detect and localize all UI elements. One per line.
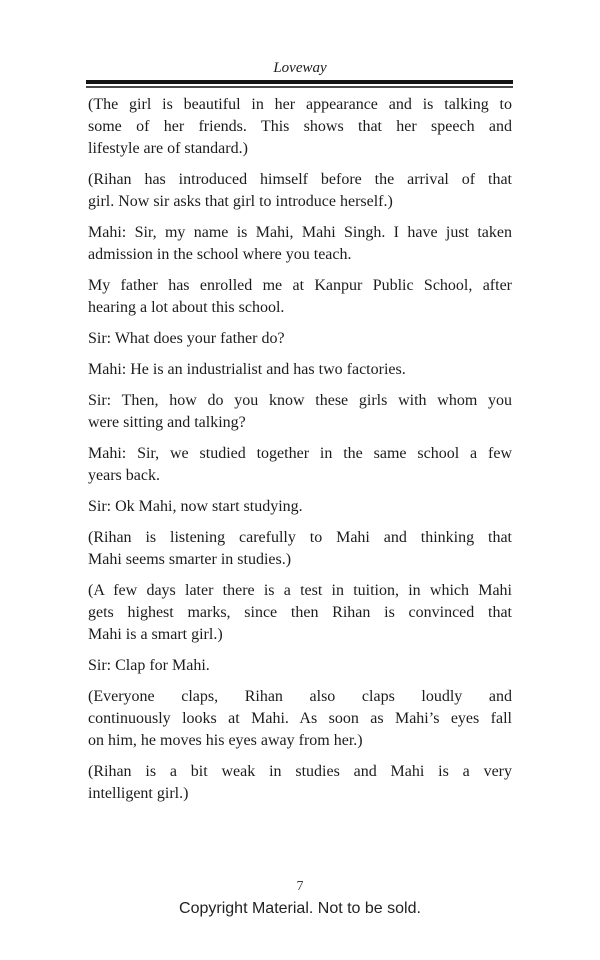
paragraph: [88, 328, 512, 350]
page-body: [88, 94, 512, 814]
paragraph: [88, 580, 512, 646]
text-line: years back.: [88, 467, 160, 484]
text-line: some of her friends. This shows that her speech and: [88, 118, 512, 135]
text-line: girl. Now sir asks that girl to introduce herself.): [88, 193, 393, 210]
paragraph: [88, 496, 512, 518]
paragraph: [88, 443, 512, 487]
text-line: on him, he moves his eyes away from her.): [88, 732, 363, 749]
copyright-notice: Copyright Material. Not to be sold.: [179, 900, 421, 917]
text-line: (Rihan is listening carefully to Mahi and thinking that: [88, 529, 512, 546]
text-line: were sitting and talking?: [88, 414, 246, 431]
page-number: 7: [296, 879, 304, 894]
paragraph: [88, 390, 512, 434]
text-line: hearing a lot about this school.: [88, 299, 285, 316]
text-line: (Rihan has introduced himself before the arrival of that: [88, 171, 512, 188]
paragraph: [88, 761, 512, 805]
paragraph: [88, 222, 512, 266]
paragraph: [88, 275, 512, 319]
text-line: Mahi seems smarter in studies.): [88, 551, 292, 568]
header-rule: [86, 80, 513, 88]
paragraph: [88, 169, 512, 213]
paragraph: [88, 94, 512, 160]
paragraph: [88, 655, 512, 677]
text-line: Sir: Clap for Mahi.: [88, 657, 210, 674]
text-line: Mahi: Sir, we studied together in the same school a few: [88, 445, 512, 462]
text-line: (Rihan is a bit weak in studies and Mahi is a very: [88, 763, 512, 780]
paragraph: [88, 359, 512, 381]
text-line: Sir: What does your father do?: [88, 330, 285, 347]
text-line: admission in the school where you teach.: [88, 246, 352, 263]
text-line: Sir: Ok Mahi, now start studying.: [88, 498, 303, 515]
text-line: Mahi is a smart girl.): [88, 626, 223, 643]
text-line: intelligent girl.): [88, 785, 189, 802]
text-line: gets highest marks, since then Rihan is convinced that: [88, 604, 512, 621]
text-line: Mahi: Sir, my name is Mahi, Mahi Singh. I have just taken: [88, 224, 512, 241]
text-line: My father has enrolled me at Kanpur Public School, after: [88, 277, 512, 294]
paragraph: [88, 527, 512, 571]
text-line: (A few days later there is a test in tuition, in which Mahi: [88, 582, 512, 599]
text-line: Mahi: He is an industrialist and has two factories.: [88, 361, 406, 378]
running-header-title: Loveway: [273, 60, 327, 76]
text-line: (Everyone claps, Rihan also claps loudly and: [88, 688, 512, 705]
text-line: Sir: Then, how do you know these girls with whom you: [88, 392, 512, 409]
paragraph: [88, 686, 512, 752]
text-line: continuously looks at Mahi. As soon as Mahi’s eyes fall: [88, 710, 512, 727]
text-line: lifestyle are of standard.): [88, 140, 248, 157]
text-line: (The girl is beautiful in her appearance and is talking to: [88, 96, 512, 113]
